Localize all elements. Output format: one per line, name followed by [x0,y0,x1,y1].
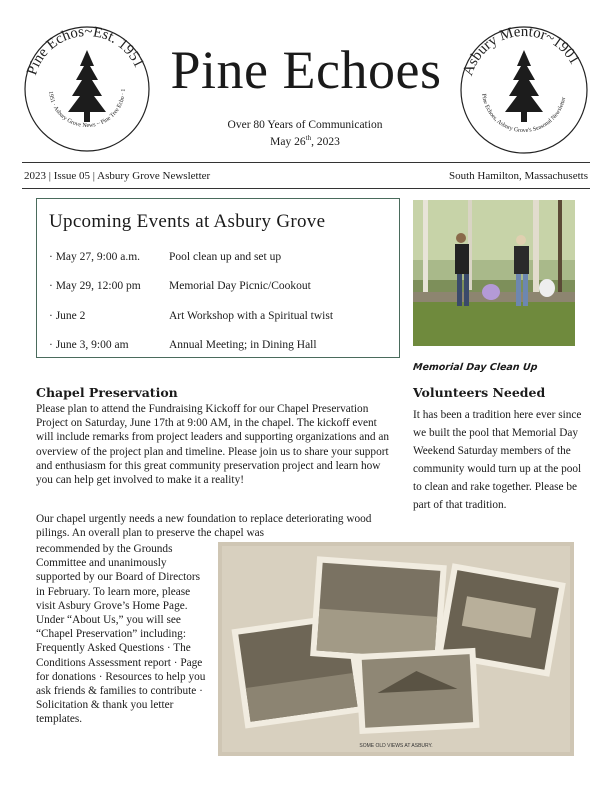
masthead-title: Pine Echoes [170,40,442,100]
photo-caption: Memorial Day Clean Up [412,362,538,373]
pine-tree-icon [68,50,106,122]
event-item: · June 3, 9:00 am Annual Meeting; in Dining Hall [49,339,317,351]
old-photo-caption: SOME OLD VIEWS AT ASBURY. [359,743,433,749]
event-item: · June 2 Art Workshop with a Spiritual twist [49,310,334,322]
issue-info: 2023 | Issue 05 | Asbury Grove Newsletter [24,170,211,182]
cleanup-photo [413,200,575,346]
tagline-line1: Over 80 Years of Communication [227,119,383,131]
pine-tree-icon [505,50,543,122]
event-item: · May 27, 9:00 a.m. Pool clean up and set up [49,251,282,263]
right-seal [458,24,590,156]
left-seal [22,24,152,154]
chapel-paragraph-2: Our chapel urgently needs a new foundation to replace deteriorating wood pilings. An overall plan to preserve the chapel was [36,513,372,540]
chapel-heading: Chapel Preservation [36,385,178,400]
right-seal-inner-text: Pine Echoes, Asbury Grove's Seasonal Newsletter [480,93,568,135]
right-seal-outer-text: Asbury Mentor~1901 [460,24,583,78]
chapel-paragraph-1: Please plan to attend the Fundraising Kickoff for our Chapel Preservation Project on Saturday, June 17th at 9:00 AM, in the chapel. The kickoff event will include remarks from project leaders and supporting organizations and an overview of the project plan and timeline. Please join us to share your support and enthusiasm for this great community preservation project and learn how you can help get involved to make it a reality! [36,403,390,487]
location: South Hamilton, Massachusetts [448,170,588,182]
volunteers-text: It has been a tradition here ever since we built the pool that Memorial Day Weekend Saturday members of the community would turn up at the pool to clean and rake together. Please be part of that tradition. [413,409,582,511]
tagline-date: May 26th, 2023 [270,134,340,148]
events-title: Upcoming Events at Asbury Grove [49,211,326,232]
old-views-photo [218,542,574,756]
bottom-divider [22,188,590,189]
tagline [180,119,430,149]
top-divider [22,162,590,163]
left-seal-outer-text: Pine Echos~Est. 1951 [24,24,147,78]
left-seal-inner-text: 1951 · Asbury Grove News ~ Pine Tree Echo · 1 [47,88,128,130]
events-box [36,198,400,358]
volunteers-heading: Volunteers Needed [413,385,546,400]
chapel-paragraph-3: recommended by the Grounds Committee and unanimously supported by our Board of Directors in February. To learn more, please visit Asbury Grove’s Home Page. Under “About Us,” you will see “Chapel Preservation” including: Frequently Asked Questions · The Conditions Assessment report · Page for donations · Resources to help you ask friends & families to contribute · Solicitation & thank you letter templates. [36,543,206,726]
event-item: · May 29, 12:00 pm Memorial Day Picnic/Cookout [49,280,311,292]
